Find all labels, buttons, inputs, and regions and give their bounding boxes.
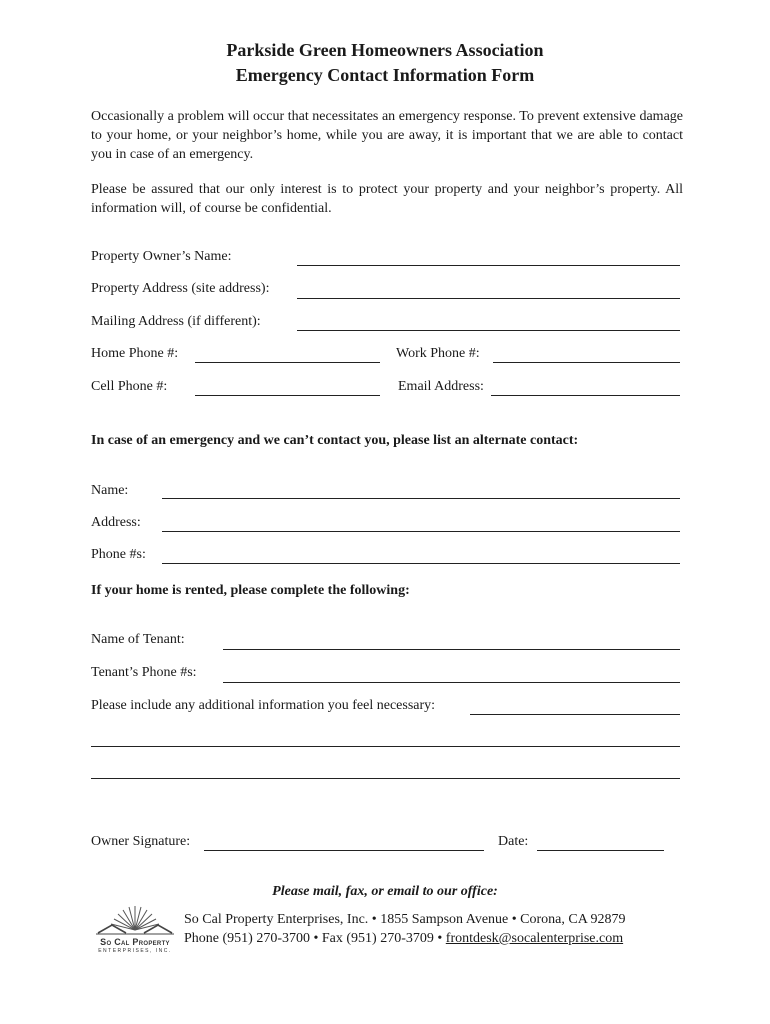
date-line[interactable] — [537, 850, 664, 851]
work-phone-label: Work Phone #: — [396, 346, 480, 361]
logo-company-subtitle: ENTERPRISES, INC. — [98, 948, 172, 954]
tenant-name-line[interactable] — [223, 649, 680, 650]
work-phone-line[interactable] — [493, 362, 680, 363]
alt-phones-line[interactable] — [162, 563, 680, 564]
email-label: Email Address: — [398, 379, 484, 394]
alt-name-line[interactable] — [162, 498, 680, 499]
property-address-line[interactable] — [297, 298, 680, 299]
email-line[interactable] — [491, 395, 680, 396]
alternate-contact-heading: In case of an emergency and we can’t contact you, please list an alternate contact: — [91, 433, 579, 448]
owner-name-line[interactable] — [297, 265, 680, 266]
sunburst-house-icon — [90, 900, 180, 936]
home-phone-label: Home Phone #: — [91, 346, 179, 361]
form-org-title: Parkside Green Homeowners Association — [226, 40, 544, 60]
mailing-address-label: Mailing Address (if different): — [91, 314, 261, 329]
company-logo — [90, 900, 180, 958]
alt-address-line[interactable] — [162, 531, 680, 532]
additional-info-line-2[interactable] — [91, 746, 680, 747]
rental-heading: If your home is rented, please complete the following: — [91, 583, 410, 598]
cell-phone-label: Cell Phone #: — [91, 379, 168, 394]
additional-info-line-1[interactable] — [470, 714, 680, 715]
property-address-label: Property Address (site address): — [91, 281, 270, 296]
home-phone-line[interactable] — [195, 362, 380, 363]
additional-info-label: Please include any additional information you feel necessary: — [91, 698, 436, 713]
intro-paragraph-1: Occasionally a problem will occur that necessitates an emergency response. To prevent extensive damage to your home, or your neighbor’s home, while you are away, it is important that we are able to contact you in case of an emergency. — [91, 109, 683, 162]
cell-phone-line[interactable] — [195, 395, 380, 396]
office-address: So Cal Property Enterprises, Inc. • 1855 Sampson Avenue • Corona, CA 92879 — [184, 912, 626, 927]
logo-company-name: So Cal Property — [100, 937, 170, 947]
additional-info-line-3[interactable] — [91, 778, 680, 779]
alt-name-label: Name: — [91, 483, 129, 498]
tenant-phones-line[interactable] — [223, 682, 680, 683]
alt-phones-label: Phone #s: — [91, 547, 146, 562]
office-email-link[interactable]: frontdesk@socalenterprise.com — [445, 931, 624, 946]
owner-name-label: Property Owner’s Name: — [91, 249, 232, 264]
owner-signature-label: Owner Signature: — [91, 834, 191, 849]
office-contact — [184, 929, 623, 949]
mailing-address-line[interactable] — [297, 330, 680, 331]
mail-instructions-heading: Please mail, fax, or email to our office: — [272, 884, 498, 899]
form-title: Emergency Contact Information Form — [235, 65, 535, 85]
intro-paragraph-2: Please be assured that our only interest is to protect your property and your neighbor’s property. All information will, of course be confidential. — [91, 182, 683, 216]
tenant-name-label: Name of Tenant: — [91, 632, 185, 647]
date-label: Date: — [498, 834, 529, 849]
alt-address-label: Address: — [91, 515, 141, 530]
office-phone-fax: Phone (951) 270-3700 • Fax (951) 270-3709 • — [184, 931, 446, 946]
tenant-phones-label: Tenant’s Phone #s: — [91, 665, 197, 680]
owner-signature-line[interactable] — [204, 850, 484, 851]
